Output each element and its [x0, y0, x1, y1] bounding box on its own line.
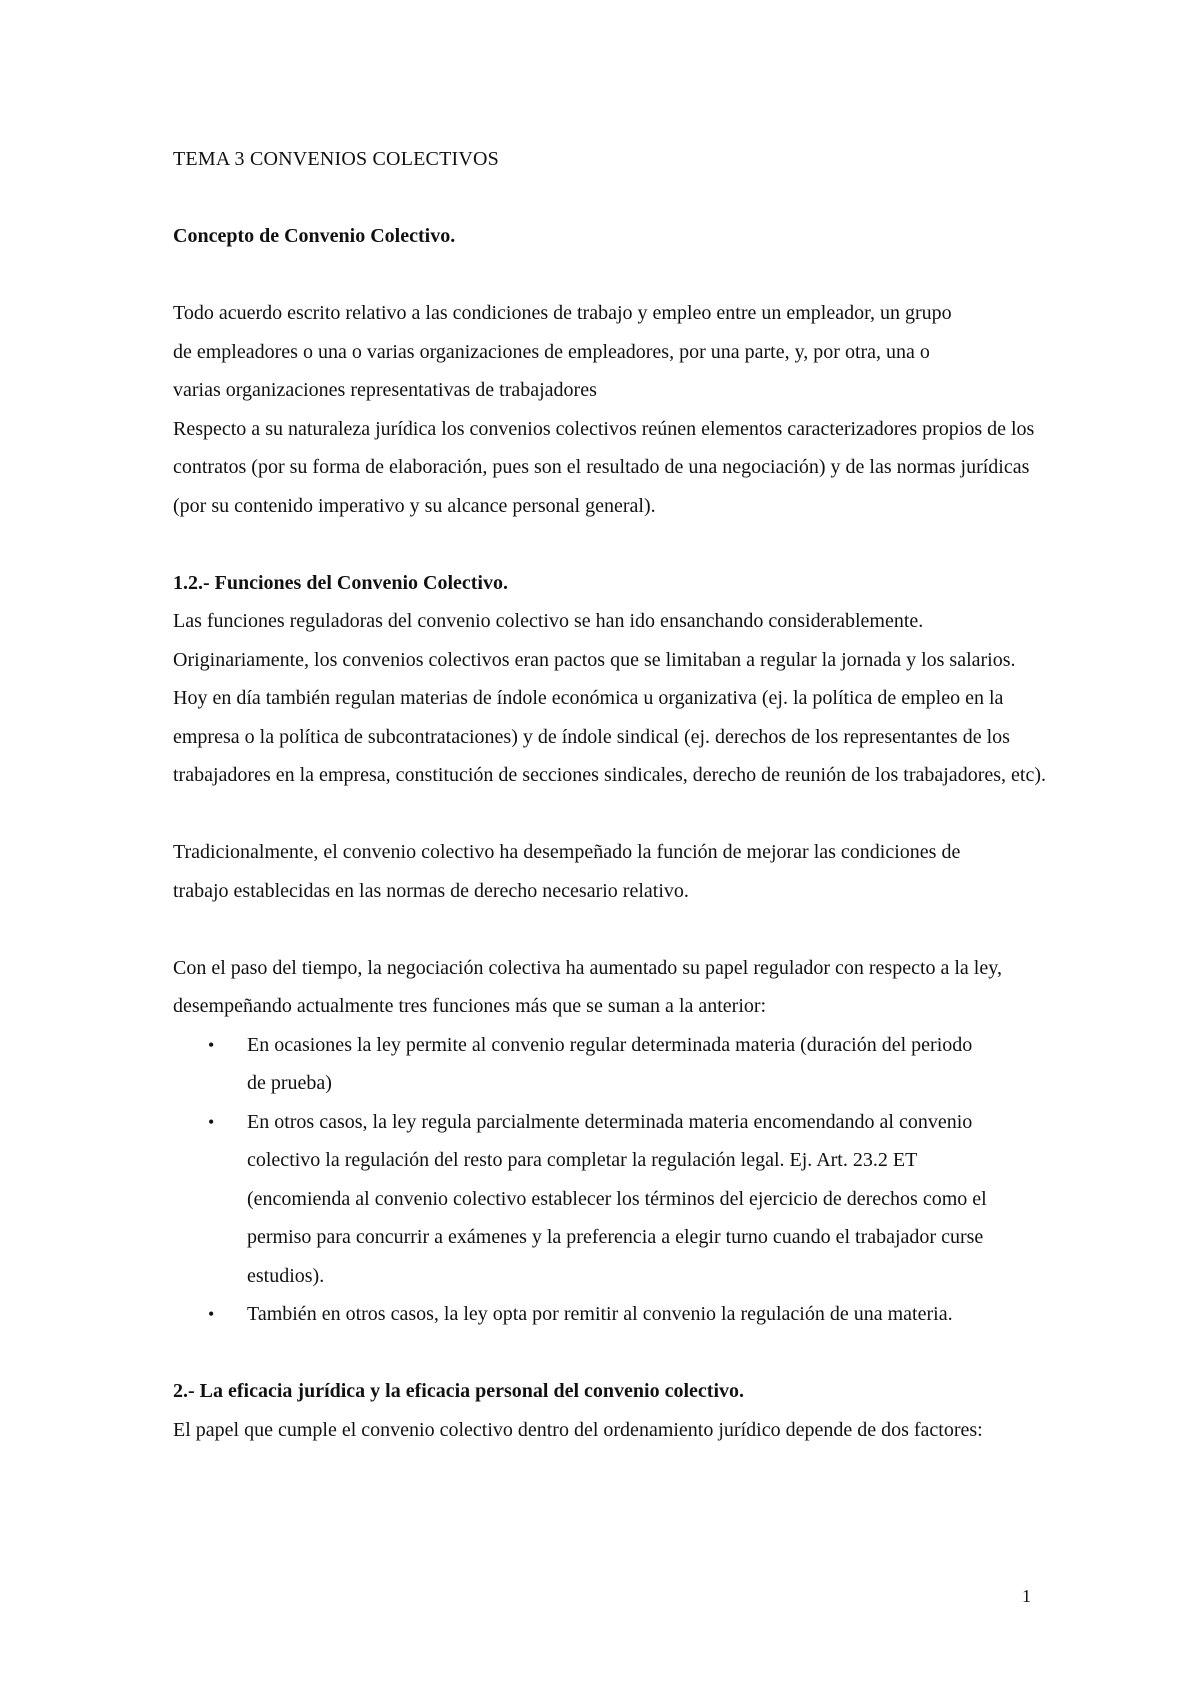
list-item-text: En otros casos, la ley regula parcialmente determinada materia encomendando al convenio colectivo la regulación del resto para completar la regulación legal. Ej. Art. 23.2 ET (encomienda al convenio colectivo establecer los términos del ejercicio de derechos como el permiso para concurrir a exámenes y la preferencia a elegir turno cuando el trabajador curse estudios).	[247, 1110, 987, 1287]
bullet-icon: •	[208, 1111, 215, 1132]
list-item	[173, 1026, 987, 1103]
list-item	[173, 1295, 987, 1334]
spacer	[173, 525, 1053, 564]
concept-paragraph-2: Respecto a su naturaleza jurídica los convenios colectivos reúnen elementos caracterizadores propios de los contratos (por su forma de elaboración, pues son el resultado de una negociación) y de las normas jurídicas (por su contenido imperativo y su alcance personal general).	[173, 417, 1035, 517]
concept-paragraph-1: Todo acuerdo escrito relativo a las condiciones de trabajo y empleo entre un empleador, un grupo de empleadores o una o varias organizaciones de empleadores, por una parte, y, por otra, una o varias organizaciones representativas de trabajadores	[173, 302, 952, 401]
functions-heading: 1.2.- Funciones del Convenio Colectivo.	[173, 571, 508, 594]
bullet-icon: •	[208, 1304, 215, 1324]
list-item-text: En ocasiones la ley permite al convenio regular determinada materia (duración del periodo de prueba)	[247, 1033, 973, 1094]
bullet-icon: •	[208, 1034, 215, 1055]
efficacy-heading: 2.- La eficacia jurídica y la eficacia personal del convenio colectivo.	[173, 1380, 744, 1402]
document-title: TEMA 3 CONVENIOS COLECTIVOS	[173, 148, 499, 170]
spacer	[173, 256, 1053, 295]
efficacy-paragraph-1: El papel que cumple el convenio colectivo dentro del ordenamiento jurídico depende de dos factores:	[173, 1418, 983, 1441]
functions-paragraph-3: Con el paso del tiempo, la negociación colectiva ha aumentado su papel regulador con respecto a la ley, desempeñando actualmente tres funciones más que se suman a la anterior:	[173, 956, 1002, 1017]
spacer	[173, 179, 1053, 218]
page-number: 1	[1022, 1586, 1031, 1606]
functions-bullet-list	[173, 1026, 1053, 1334]
list-item-text: También en otros casos, la ley opta por remitir al convenio la regulación de una materia.	[247, 1303, 953, 1325]
functions-paragraph-2: Tradicionalmente, el convenio colectivo ha desempeñado la función de mejorar las condiciones de trabajo establecidas en las normas de derecho necesario relativo.	[173, 841, 961, 902]
spacer	[173, 1334, 1053, 1373]
concept-heading: Concepto de Convenio Colectivo.	[173, 225, 456, 247]
list-item	[173, 1103, 987, 1296]
spacer	[173, 910, 1053, 949]
functions-paragraph-1: Las funciones reguladoras del convenio colectivo se han ido ensanchando considerablemente. Originariamente, los convenios colectivos eran pactos que se limitaban a regular la jornada y los salarios. Hoy en día también regulan materias de índole económica u organizativa (ej. la política de empleo en la empresa o la política de subcontrataciones) y de índole sindical (ej. derechos de los representantes de los trabajadores en la empresa, constitución de secciones sindicales, derecho de reunión de los trabajadores, etc).	[173, 610, 1046, 786]
spacer	[173, 795, 1053, 834]
document-content	[173, 140, 1053, 1449]
